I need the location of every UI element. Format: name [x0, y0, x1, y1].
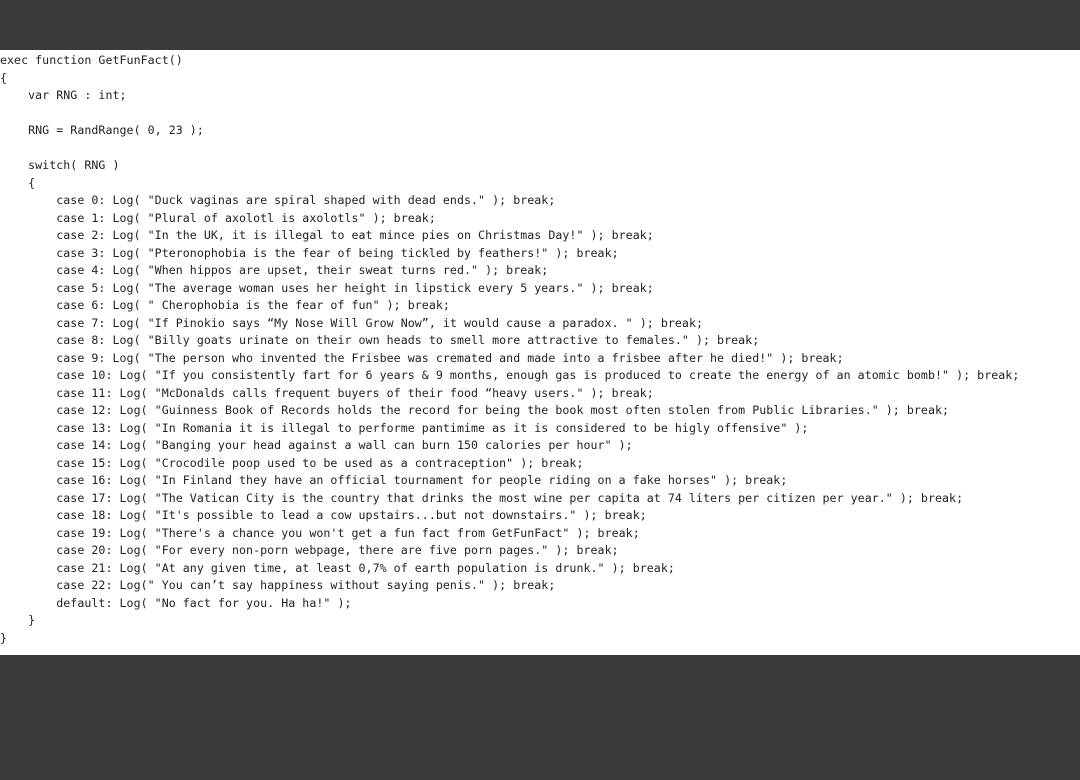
code-line: case 9: Log( "The person who invented the Frisbee was cremated and made into a frisbee after he died!" ); break;	[0, 350, 844, 365]
code-line: case 1: Log( "Plural of axolotl is axolotls" ); break;	[0, 210, 436, 225]
code-line: case 12: Log( "Guinness Book of Records holds the record for being the book most often stolen from Public Libraries." ); break;	[0, 403, 950, 417]
code-line	[0, 105, 1019, 123]
code-line: case 11: Log( "McDonalds calls frequent buyers of their food “heavy users." ); break;	[0, 385, 654, 400]
code-line: case 15: Log( "Crocodile poop used to be used as a contraception" ); break;	[0, 455, 584, 470]
code-line: case 18: Log( "It's possible to lead a cow upstairs...but not downstairs." ); break;	[0, 508, 647, 522]
code-line: exec function GetFunFact()	[0, 53, 183, 67]
code-line	[0, 140, 1019, 158]
code-line: {	[0, 175, 36, 190]
code-line: case 7: Log( "If Pinokio says “My Nose Will Grow Now”, it would cause a paradox. " ); break;	[0, 315, 704, 330]
code-line: case 17: Log( "The Vatican City is the country that drinks the most wine per capita at 74 liters per citizen per year." ); break;	[0, 490, 964, 505]
code-line: case 10: Log( "If you consistently fart for 6 years & 9 months, enough gas is produced to create the energy of an atomic bomb!" ); break;	[0, 368, 1020, 382]
code-line: case 14: Log( "Banging your head against a wall can burn 150 calories per hour" );	[0, 438, 633, 452]
code-line: case 3: Log( "Pteronophobia is the fear of being tickled by feathers!" ); break;	[0, 245, 619, 260]
code-listing	[0, 52, 1019, 647]
code-line: case 4: Log( "When hippos are upset, their sweat turns red." ); break;	[0, 263, 549, 277]
code-line: }	[0, 630, 8, 645]
code-line: case 13: Log( "In Romania it is illegal to performe pantimime as it is considered to be higly offensive" );	[0, 420, 809, 435]
code-line: case 5: Log( "The average woman uses her height in lipstick every 5 years." ); break;	[0, 280, 654, 295]
code-line: {	[0, 70, 8, 85]
code-editor-panel	[0, 50, 1080, 655]
code-line: case 19: Log( "There's a chance you won't get a fun fact from GetFunFact" ); break;	[0, 525, 640, 540]
code-line: switch( RNG )	[0, 158, 120, 172]
code-line: case 20: Log( "For every non-porn webpage, there are five porn pages." ); break;	[0, 543, 619, 557]
code-line: }	[0, 613, 36, 627]
code-line: case 2: Log( "In the UK, it is illegal to eat mince pies on Christmas Day!" ); break;	[0, 228, 654, 242]
code-line: RNG = RandRange( 0, 23 );	[0, 123, 204, 137]
code-line: var RNG : int;	[0, 88, 127, 102]
code-line: case 21: Log( "At any given time, at least 0,7% of earth population is drunk." ); break;	[0, 560, 675, 575]
code-line: case 0: Log( "Duck vaginas are spiral shaped with dead ends." ); break;	[0, 193, 556, 207]
code-line: case 8: Log( "Billy goats urinate on their own heads to smell more attractive to females." ); break;	[0, 333, 760, 347]
code-line: case 6: Log( " Cherophobia is the fear of fun" ); break;	[0, 298, 450, 312]
code-line: case 22: Log(" You can’t say happiness without saying penis." ); break;	[0, 578, 556, 592]
code-line: default: Log( "No fact for you. Ha ha!" );	[0, 595, 352, 610]
code-line: case 16: Log( "In Finland they have an official tournament for people riding on a fake horses" ); break;	[0, 473, 788, 487]
